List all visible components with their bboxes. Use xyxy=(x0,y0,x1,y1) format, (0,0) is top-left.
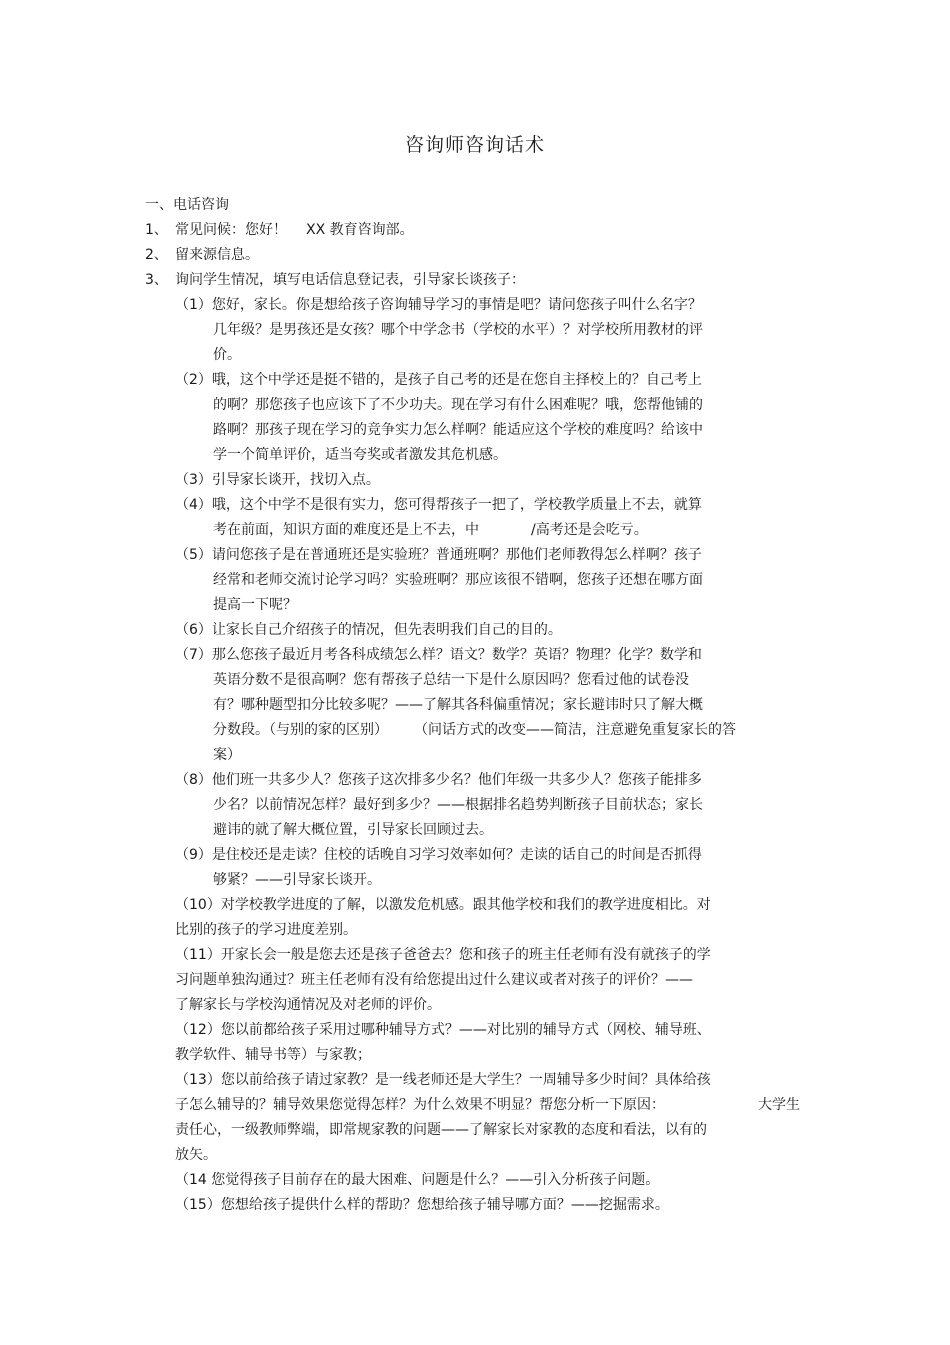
paragraph-line: 英语分数不是很高啊？您有帮孩子总结一下是什么原因吗？您看过他的试卷没 xyxy=(213,672,689,688)
paragraph-line: 大学生 xyxy=(758,1097,800,1113)
list-item-number: 2、 xyxy=(145,247,168,263)
paragraph-line: 有？哪种题型扣分比较多呢？——了解其各科偏重情况；家长避讳时只了解大概 xyxy=(213,697,703,713)
paragraph-line: （13）您以前给孩子请过家教？是一线老师还是大学生？一周辅导多少时间？具体给孩 xyxy=(175,1072,711,1088)
paragraph-line: 了解家长与学校沟通情况及对老师的评价。 xyxy=(175,997,441,1013)
list-item-text: 留来源信息。 xyxy=(175,247,259,263)
paragraph-line: 比别的孩子的学习进度差别。 xyxy=(175,922,357,938)
paragraph-line: （3）引导家长谈开，找切入点。 xyxy=(175,472,380,488)
paragraph-line: 放矢。 xyxy=(175,1147,217,1163)
paragraph-line: 路啊？那孩子现在学习的竞争实力怎么样啊？能适应这个学校的难度吗？给该中 xyxy=(213,422,703,438)
paragraph-line: 的啊？那您孩子也应该下了不少功夫。现在学习有什么困难呢？哦，您帮他铺的 xyxy=(213,397,703,413)
paragraph-line: （2）哦，这个中学还是挺不错的，是孩子自己考的还是在您自主择校上的？自己考上 xyxy=(175,372,702,388)
paragraph-line: 教学软件、辅导书等）与家教； xyxy=(175,1047,371,1063)
paragraph-line: 学一个简单评价，适当夸奖或者激发其危机感。 xyxy=(213,447,507,463)
section-heading: 一、电话咨询 xyxy=(145,197,229,213)
paragraph-line: 价。 xyxy=(213,347,241,363)
paragraph-line: （1）您好，家长。你是想给孩子咨询辅导学习的事情是吧？请问您孩子叫什么名字？ xyxy=(175,297,702,313)
list-item-text: 询问学生情况，填写电话信息登记表，引导家长谈孩子： xyxy=(175,272,525,288)
list-item-text: XX 教育咨询部。 xyxy=(306,222,414,238)
paragraph-line: （10）对学校教学进度的了解，以激发危机感。跟其他学校和我们的教学进度相比。对 xyxy=(175,897,711,913)
list-item-number: 3、 xyxy=(145,272,168,288)
paragraph-line: 够紧？——引导家长谈开。 xyxy=(213,872,381,888)
list-item-text: 常见问候：您好！ xyxy=(175,222,287,238)
paragraph-line: 经常和老师交流讨论学习吗？实验班啊？那应该很不错啊，您孩子还想在哪方面 xyxy=(213,572,703,588)
paragraph-line: （问话方式的改变——简洁，注意避免重复家长的答 xyxy=(414,722,736,738)
paragraph-line: （7）那么您孩子最近月考各科成绩怎么样？语文？数学？英语？物理？化学？数学和 xyxy=(175,647,702,663)
paragraph-line: 提高一下呢？ xyxy=(213,597,297,613)
paragraph-line: （9）是住校还是走读？住校的话晚自习学习效率如何？走读的话自己的时间是否抓得 xyxy=(175,847,702,863)
paragraph-line: （15）您想给孩子提供什么样的帮助？您想给孩子辅导哪方面？——挖掘需求。 xyxy=(175,1197,669,1213)
paragraph-line: （11）开家长会一般是您去还是孩子爸爸去？您和孩子的班主任老师有没有就孩子的学 xyxy=(175,947,711,963)
paragraph-line: 避讳的就了解大概位置，引导家长回顾过去。 xyxy=(213,822,493,838)
paragraph-line: （14 您觉得孩子目前存在的最大困难、问题是什么？——引入分析孩子问题。 xyxy=(175,1172,660,1188)
paragraph-line: 分数段。（与别的家的区别） xyxy=(213,722,388,738)
paragraph-line: （4）哦，这个中学不是很有实力，您可得帮孩子一把了，学校教学质量上不去，就算 xyxy=(175,497,702,513)
paragraph-line: （12）您以前都给孩子采用过哪种辅导方式？——对比别的辅导方式（网校、辅导班、 xyxy=(175,1022,711,1038)
paragraph-line: 案） xyxy=(213,747,241,763)
page-title: 咨询师咨询话术 xyxy=(404,134,545,156)
paragraph-line: （8）他们班一共多少人？您孩子这次排多少名？他们年级一共多少人？您孩子能排多 xyxy=(175,772,702,788)
paragraph-line: （5）请问您孩子是在普通班还是实验班？普通班啊？那他们老师教得怎么样啊？孩子 xyxy=(175,547,702,563)
paragraph-line: 责任心，一级教师弊端，即常规家教的问题——了解家长对家教的态度和看法，以有的 xyxy=(175,1122,707,1138)
paragraph-line: 习问题单独沟通过？班主任老师有没有给您提出过什么建议或者对孩子的评价？—— xyxy=(175,972,693,988)
paragraph-line: /高考还是会吃亏。 xyxy=(531,522,648,538)
list-item-number: 1、 xyxy=(145,222,168,238)
paragraph-line: （6）让家长自己介绍孩子的情况，但先表明我们自己的目的。 xyxy=(175,622,562,638)
paragraph-line: 少名？以前情况怎样？最好到多少？——根据排名趋势判断孩子目前状态；家长 xyxy=(213,797,703,813)
paragraph-line: 考在前面，知识方面的难度还是上不去，中 xyxy=(213,522,479,538)
paragraph-line: 几年级？是男孩还是女孩？哪个中学念书（学校的水平）？对学校所用教材的评 xyxy=(213,322,703,338)
paragraph-line: 子怎么辅导的？辅导效果您觉得怎样？为什么效果不明显？帮您分析一下原因： xyxy=(175,1097,665,1113)
